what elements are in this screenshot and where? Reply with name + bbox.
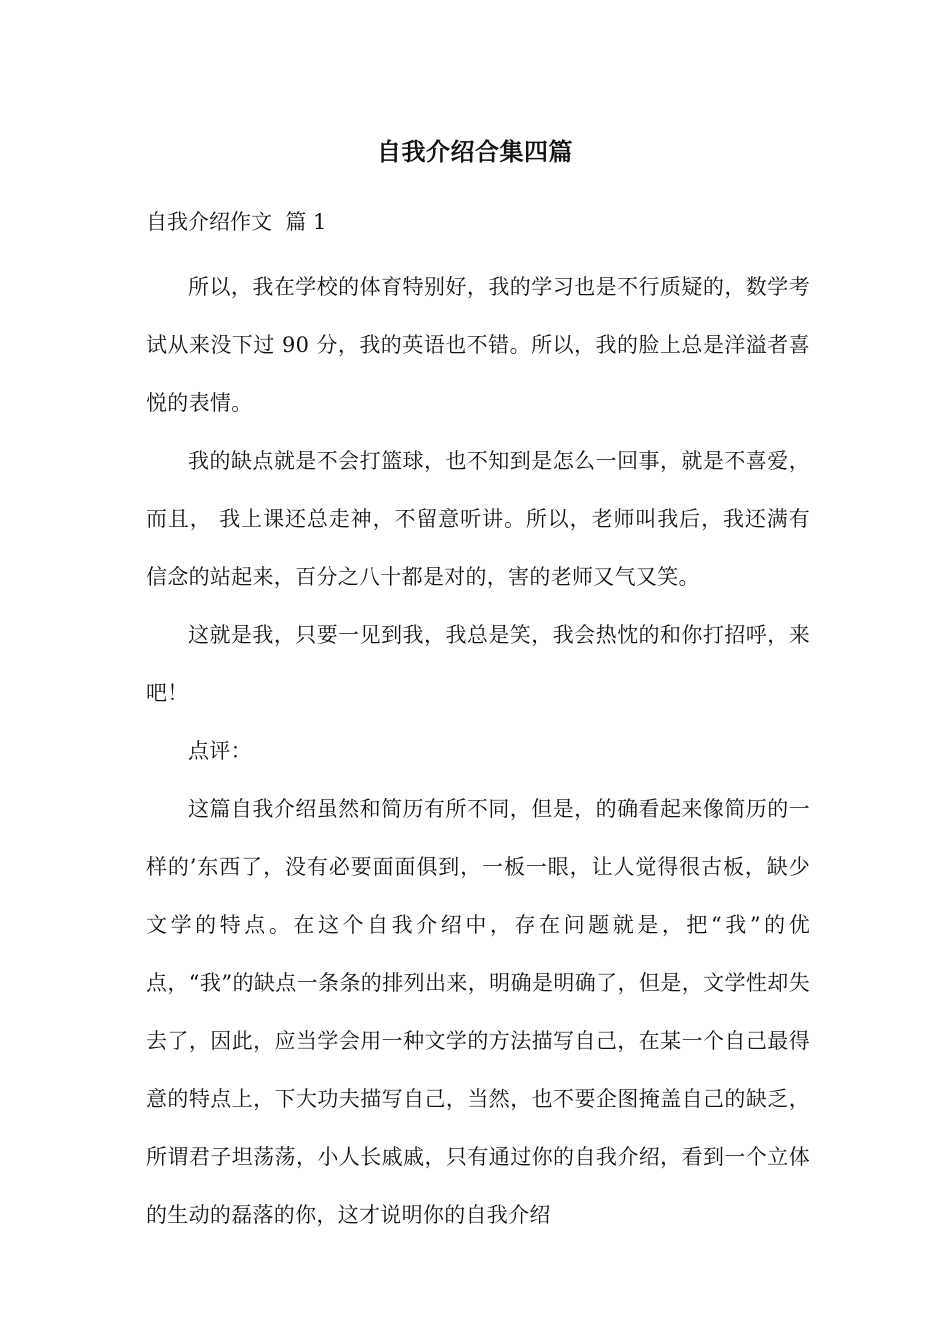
paragraph-weaknesses: 我的缺点就是不会打篮球，也不知到是怎么一回事，就是不喜爱，而且， 我上课还总走神，不留意听讲。所以，老师叫我后，我还满有信念的站起来，百分之八十都是对的，害的老师又气又笑。 bbox=[146, 449, 810, 589]
heading-spacer bbox=[146, 244, 810, 258]
paragraph-closing: 这就是我，只要一见到我，我总是笑，我会热忱的和你打招呼，来吧！ bbox=[146, 623, 810, 705]
document-title: 自我介绍合集四篇 bbox=[377, 137, 573, 166]
comment-label: 点评： bbox=[188, 739, 252, 763]
paragraph-comment: 这篇自我介绍虽然和简历有所不同，但是，的确看起来像简历的一样的’东西了，没有必要面面俱到，一板一眼，让人觉得很古板，缺少文学的特点。在这个自我介绍中，存在问题就是，把“我”的优点，“我”的缺点一条条的排列出来，明确是明确了，但是，文学性却失去了，因此，应当学会用一种文学的方法描写自己，在某一个自己最得意的特点上，下大功夫描写自己，当然，也不要企图掩盖自己的缺乏，所谓君子坦荡荡，小人长戚戚，只有通过你的自我介绍，看到一个立体的生动的磊落的你，这才说明你的自我介绍 bbox=[146, 797, 810, 1227]
paragraph-strengths: 所以，我在学校的体育特别好，我的学习也是不行质疑的，数学考试从来没下过 90 分，我的英语也不错。所以，我的脸上总是洋溢者喜悦的表情。 bbox=[146, 275, 810, 415]
section-heading: 自我介绍作文 篇 1 bbox=[146, 210, 327, 234]
document-body bbox=[146, 200, 810, 1244]
